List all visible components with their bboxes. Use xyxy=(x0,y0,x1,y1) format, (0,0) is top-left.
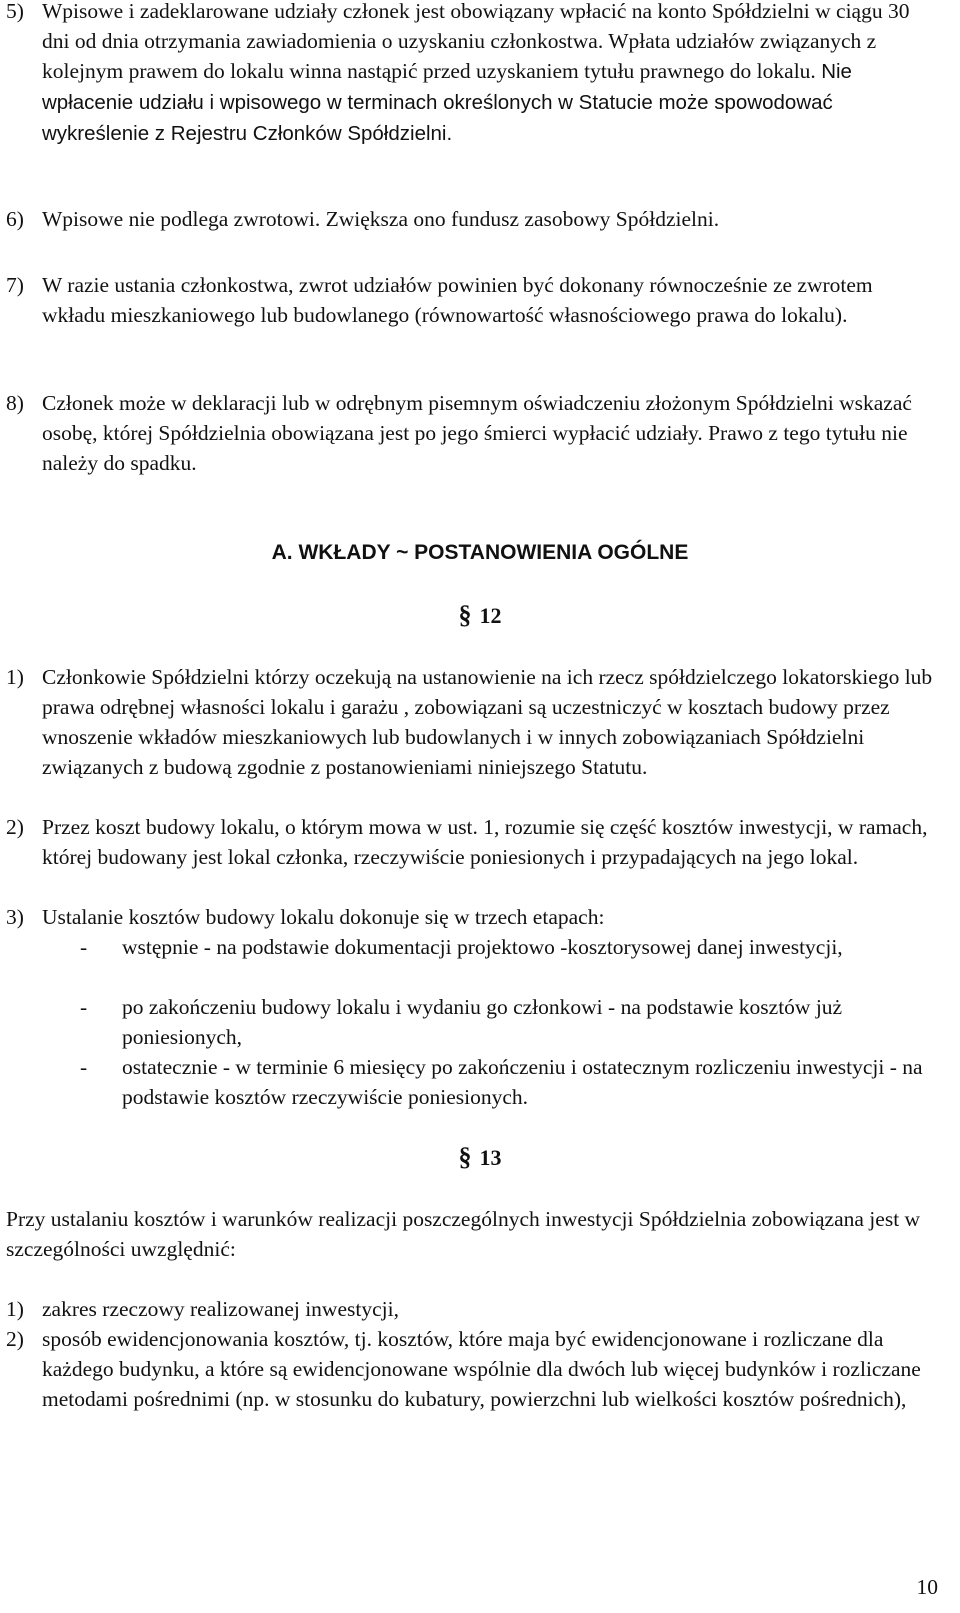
item-text: W razie ustania członkostwa, zwrot udziałów powinien być dokonany równocześnie ze zwrotem wkładu mieszkaniowego lub budowlanego (równowartość własnościowego prawa do lokalu). xyxy=(42,273,873,327)
list-item xyxy=(6,388,936,478)
page-number: 10 xyxy=(916,1575,938,1599)
item-number: 2) xyxy=(6,1327,24,1351)
item-text: sposób ewidencjonowania kosztów, tj. kosztów, które maja być ewidencjonowane i rozliczane dla każdego budynku, a które są ewidencjonowane wspólnie dla dwóch lub więcej budynków i rozliczane metodami pośrednimi (np. w stosunku do kubatury, powierzchni lub wielkości kosztów pośrednich), xyxy=(42,1327,921,1411)
item-text: Ustalanie kosztów budowy lokalu dokonuje się w trzech etapach: xyxy=(42,905,605,929)
dash-text: po zakończeniu budowy lokalu i wydaniu go członkowi - na podstawie kosztów już poniesionych, xyxy=(122,995,843,1049)
item-text: Wpisowe nie podlega zwrotowi. Zwiększa ono fundusz zasobowy Spółdzielni. xyxy=(42,207,720,231)
dash-text: wstępnie - na podstawie dokumentacji projektowo -kosztorysowej danej inwestycji, xyxy=(122,935,843,959)
item-number: 8) xyxy=(6,391,24,415)
dash-marker: - xyxy=(80,935,88,959)
item-text: Przez koszt budowy lokalu, o którym mowa w ust. 1, rozumie się część kosztów inwestycji, w ramach, której budowany jest lokal członka, rzeczywiście poniesionych i przypadających na jego lokal. xyxy=(42,815,928,869)
list-item xyxy=(6,270,936,330)
paragraph-sign: § xyxy=(458,1142,472,1171)
list-item xyxy=(6,1324,936,1414)
dash-item xyxy=(80,1052,930,1112)
list-item xyxy=(6,902,936,932)
item-number: 7) xyxy=(6,273,24,297)
list-item xyxy=(6,1294,936,1324)
list-item xyxy=(6,0,936,149)
section-title-12 xyxy=(0,600,960,631)
section-number: 12 xyxy=(479,603,502,628)
item-number: 5) xyxy=(6,0,24,23)
item-text: zakres rzeczowy realizowanej inwestycji, xyxy=(42,1297,399,1321)
list-item xyxy=(6,662,936,782)
item-text-sans: Nie wpłacenie udziału i wpisowego w terminach określonych w Statucie może spowodować wykreślenie z Rejestru Członków Spółdzielni. xyxy=(42,60,852,145)
item-text: Wpisowe i zadeklarowane udziały członek jest obowiązany wpłacić na konto Spółdzielni w ciągu 30 dni od dnia otrzymania zawiadomienia o uzyskaniu członkostwa. Wpłata udziałów związanych z kolejnym prawem do lokalu winna nastąpić przed uzyskaniem tytułu prawnego do lokalu. Nie wpłacenie udziału i wpisowego w terminach określonych w Statucie może spowodować wykreślenie z Rejestru Członków Spółdzielni. xyxy=(42,0,910,145)
dash-marker: - xyxy=(80,1055,88,1079)
item-text: Członkowie Spółdzielni którzy oczekują na ustanowienie na ich rzecz spółdzielczego lokatorskiego lub prawa odrębnej własności lokalu i garażu , zobowiązani są uczestniczyć w kosztach budowy przez wnoszenie wkładów mieszkaniowych lub budowlanych i w innych zobowiązaniach Spółdzielni związanych z budową zgodnie z postanowieniami niniejszego Statutu. xyxy=(42,665,933,779)
item-number: 6) xyxy=(6,207,24,231)
dash-item xyxy=(80,932,930,962)
dash-text: ostatecznie - w terminie 6 miesięcy po zakończeniu i ostatecznym rozliczeniu inwestycji - na podstawie kosztów rzeczywiście poniesionych. xyxy=(122,1055,923,1109)
section-number: 13 xyxy=(479,1145,502,1170)
paragraph-intro: Przy ustalaniu kosztów i warunków realizacji poszczególnych inwestycji Spółdzielnia zobowiązana jest w szczególności uwzględnić: xyxy=(6,1207,921,1261)
list-item xyxy=(6,812,936,872)
item-number: 1) xyxy=(6,665,24,689)
list-item xyxy=(6,204,936,234)
section-heading: A. WKŁADY ~ POSTANOWIENIA OGÓLNE xyxy=(271,541,689,564)
paragraph-sign: § xyxy=(458,600,472,629)
dash-marker: - xyxy=(80,995,88,1019)
item-number: 2) xyxy=(6,815,24,839)
section-title-13 xyxy=(0,1142,960,1173)
item-number: 1) xyxy=(6,1297,24,1321)
item-number: 3) xyxy=(6,905,24,929)
dash-item xyxy=(80,992,930,1052)
item-text: Członek może w deklaracji lub w odrębnym pisemnym oświadczeniu złożonym Spółdzielni wskazać osobę, której Spółdzielnia obowiązana jest po jego śmierci wypłacić udziały. Prawo z tego tytułu nie należy do spadku. xyxy=(42,391,912,475)
